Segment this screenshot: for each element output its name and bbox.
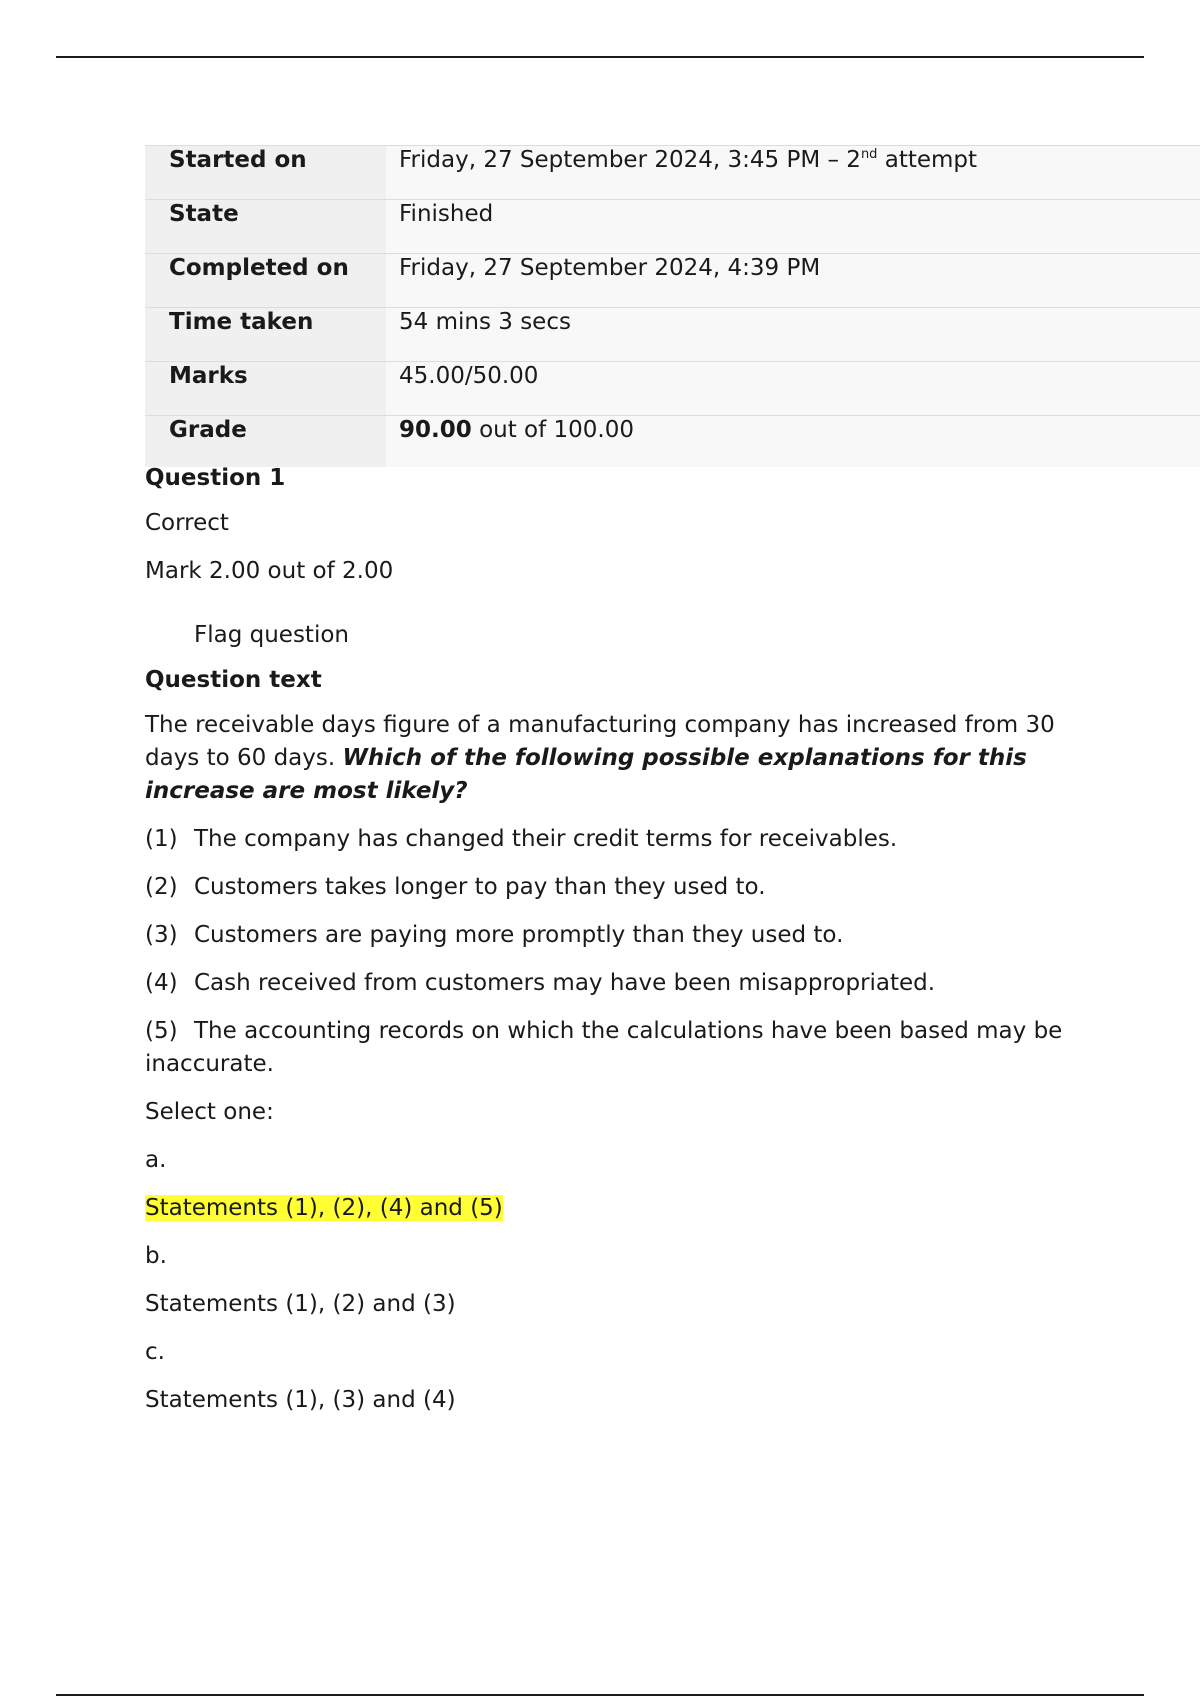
summary-row-grade [145, 416, 1200, 468]
summary-label: State [145, 200, 386, 254]
statement-item: (4) Cash received from customers may have been misappropriated. [145, 970, 936, 996]
option-a-text: Statements (1), (2), (4) and (5) [145, 1195, 503, 1221]
option-letter-b[interactable]: b. [145, 1243, 167, 1269]
option-letter-a[interactable]: a. [145, 1147, 167, 1173]
question-text-label: Question text [145, 667, 322, 693]
summary-label: Grade [145, 416, 386, 468]
option-c[interactable]: Statements (1), (3) and (4) [145, 1387, 456, 1413]
top-divider [56, 56, 1144, 58]
summary-row-time-taken [145, 308, 1200, 362]
summary-row-marks [145, 362, 1200, 416]
summary-row-completed [145, 254, 1200, 308]
question-mark: Mark 2.00 out of 2.00 [145, 558, 394, 584]
option-letter-c[interactable]: c. [145, 1339, 165, 1365]
summary-label: Marks [145, 362, 386, 416]
option-a[interactable] [145, 1192, 1075, 1225]
summary-label: Completed on [145, 254, 386, 308]
summary-value: 45.00/50.00 [386, 362, 1200, 416]
summary-label: Started on [145, 146, 386, 200]
question-block [145, 462, 1075, 1432]
flag-question-link[interactable]: Flag question [194, 622, 349, 648]
question-status: Correct [145, 510, 229, 536]
statement-item: (3) Customers are paying more promptly than they used to. [145, 922, 844, 948]
summary-value: 90.00 out of 100.00 [386, 416, 1200, 468]
question-title: Question 1 [145, 465, 286, 491]
summary-row-state [145, 200, 1200, 254]
question-intro: The receivable days figure of a manufacturing company has increased from 30 days to 60 days. Which of the following possible explanations for this increase are most likely? [145, 712, 1055, 804]
summary-value: Friday, 27 September 2024, 4:39 PM [386, 254, 1200, 308]
select-prompt: Select one: [145, 1099, 274, 1125]
statement-item: (5) The accounting records on which the calculations have been based may be inaccurate. [145, 1018, 1063, 1077]
statement-item: (2) Customers takes longer to pay than they used to. [145, 874, 766, 900]
option-b[interactable]: Statements (1), (2) and (3) [145, 1291, 456, 1317]
summary-value: Finished [386, 200, 1200, 254]
summary-label: Time taken [145, 308, 386, 362]
bottom-divider [56, 1694, 1144, 1696]
summary-value: 54 mins 3 secs [386, 308, 1200, 362]
summary-value: Friday, 27 September 2024, 3:45 PM – 2nd attempt [386, 146, 1200, 200]
statement-item: (1) The company has changed their credit terms for receivables. [145, 826, 898, 852]
summary-row-started [145, 146, 1200, 200]
attempt-summary-table [145, 145, 1200, 467]
